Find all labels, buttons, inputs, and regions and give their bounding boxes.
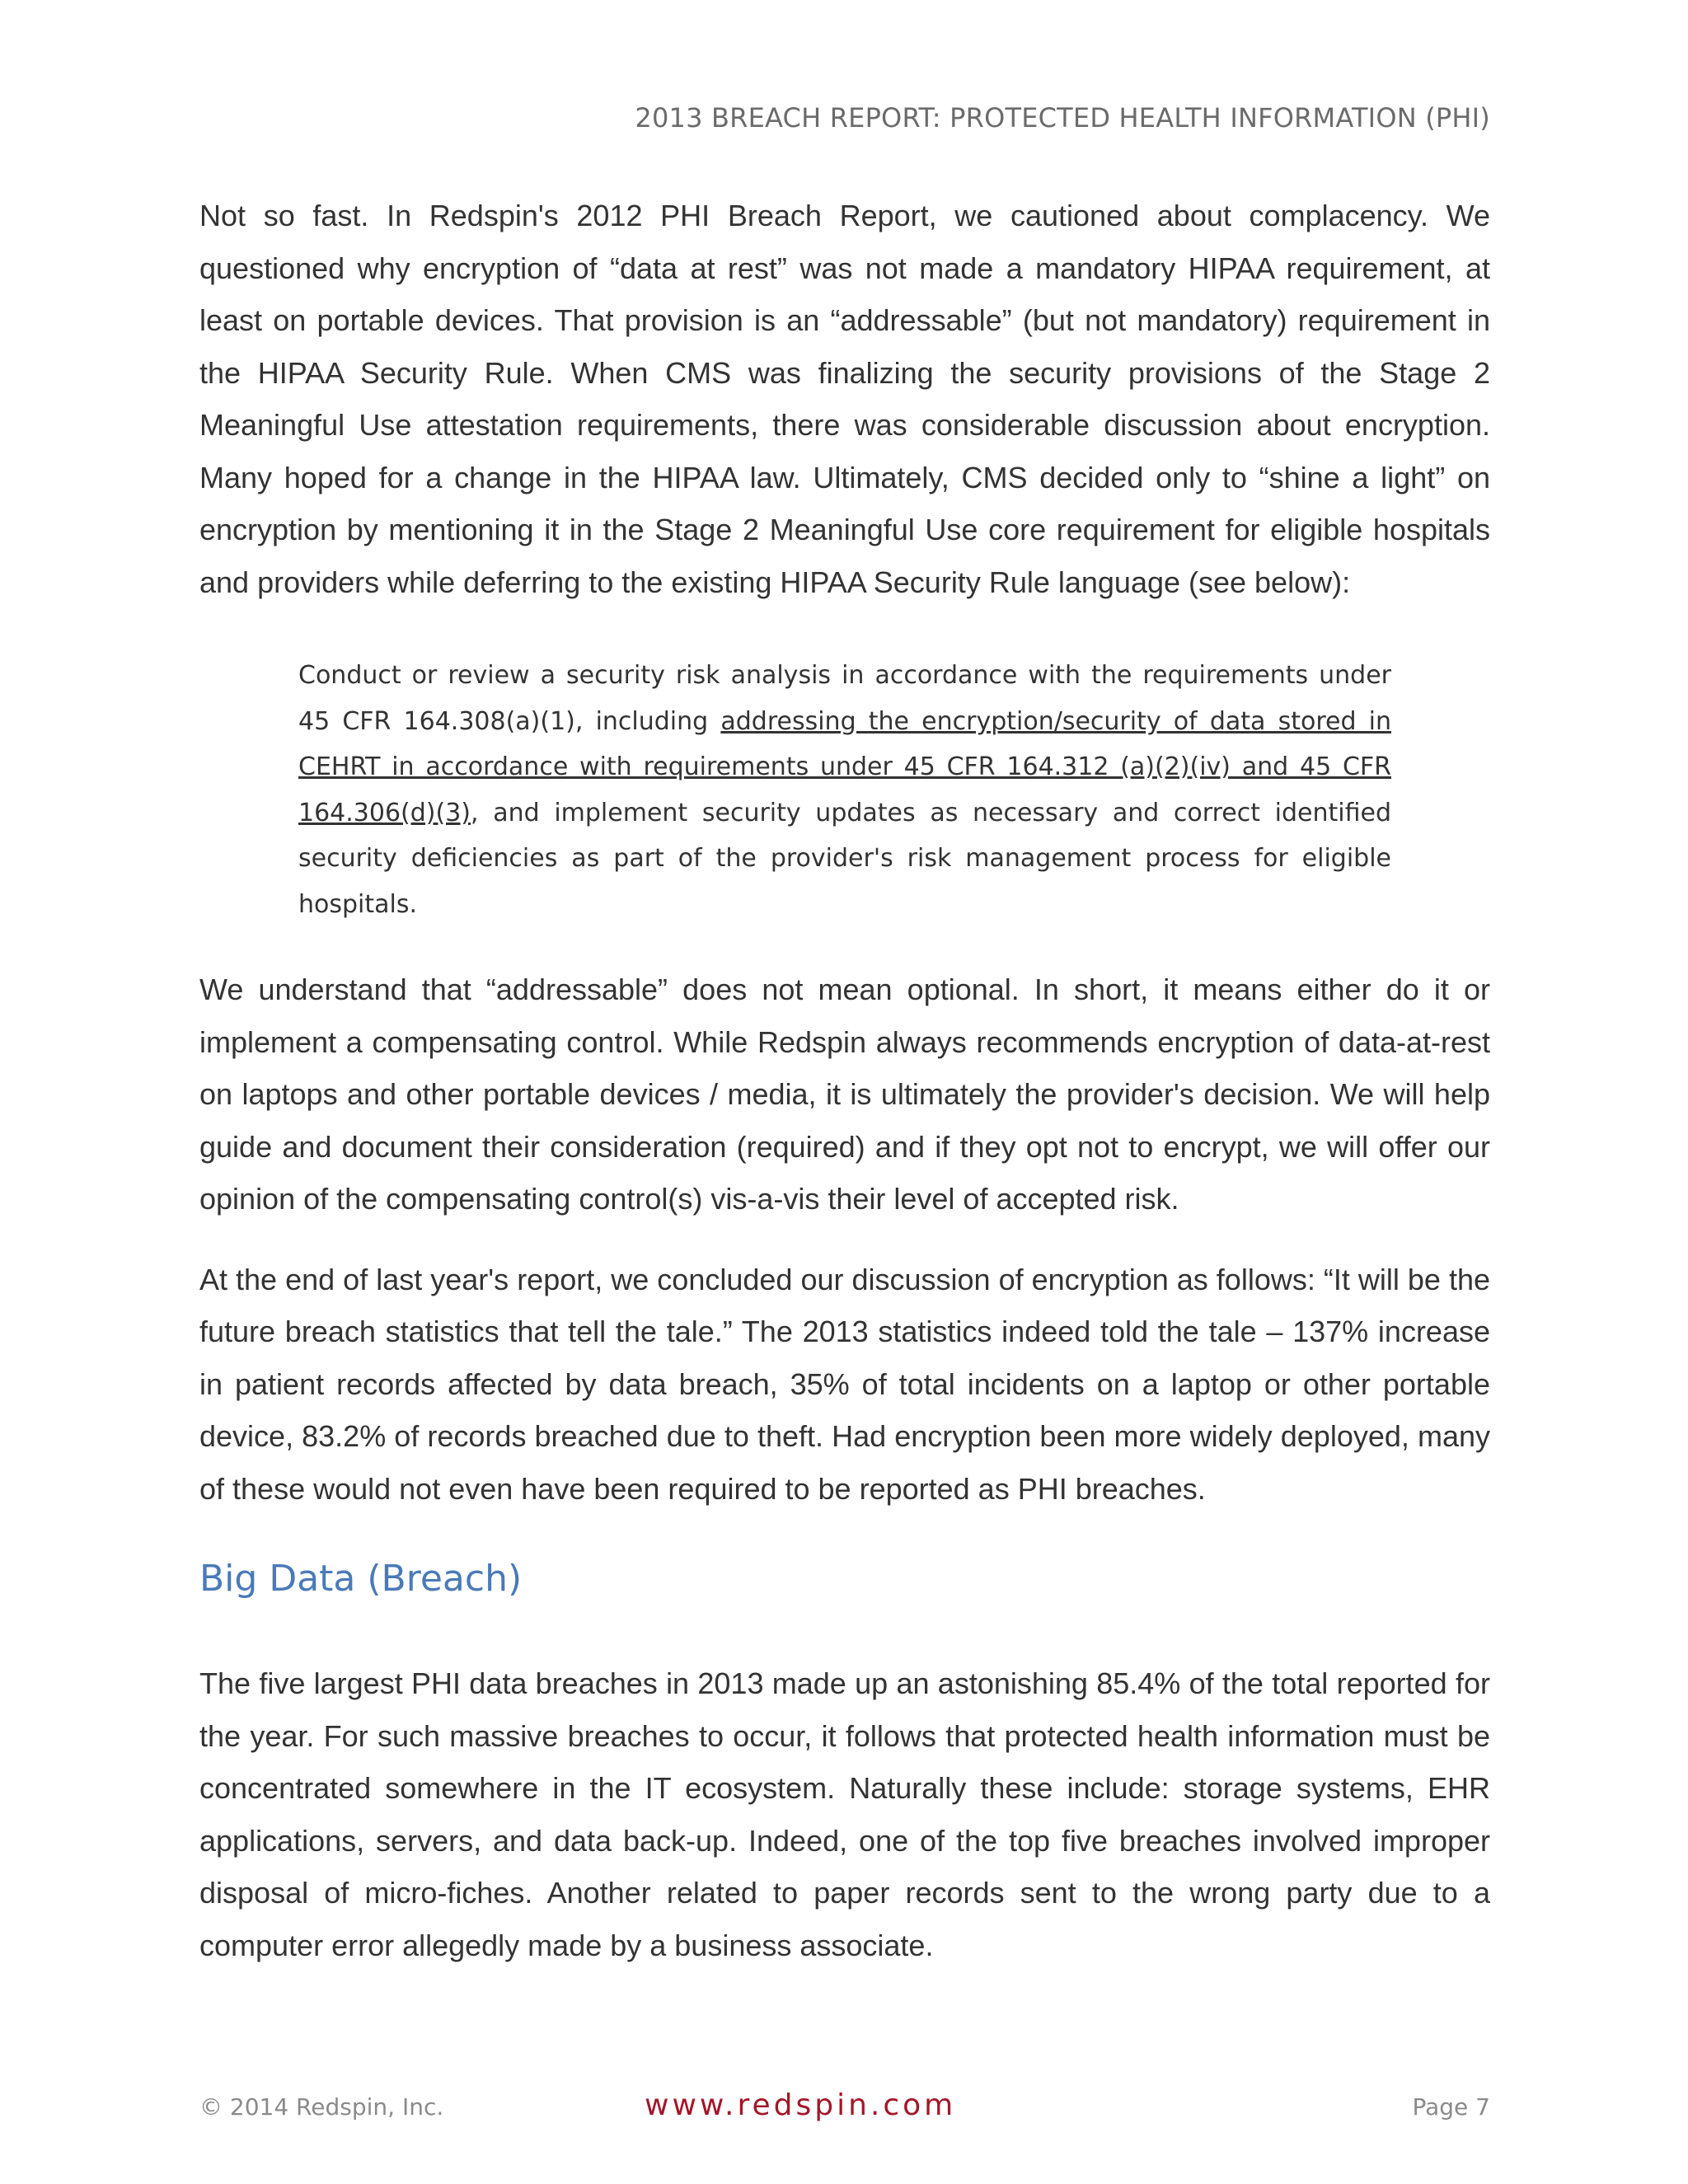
running-header: 2013 BREACH REPORT: PROTECTED HEALTH INFORMATION (PHI) bbox=[635, 102, 1490, 134]
copyright-notice: © 2014 Redspin, Inc. bbox=[199, 2093, 444, 2121]
paragraph-encryption-intro: Not so fast. In Redspin's 2012 PHI Breach Report, we cautioned about complacency. We questioned why encryption of “data at rest” was not made a mandatory HIPAA requirement, at least on portable devices. That provision is an “addressable” (but not mandatory) requirement in the HIPAA Security Rule. When CMS was finalizing the security provisions of the Stage 2 Meaningful Use attestation requirements, there was considerable discussion about encryption. Many hoped for a change in the HIPAA law. Ultimately, CMS decided only to “shine a light” on encryption by mentioning it in the Stage 2 Meaningful Use core requirement for eligible hospitals and providers while deferring to the existing HIPAA Security Rule language (see below): bbox=[199, 199, 1490, 599]
website-link[interactable]: www.redspin.com bbox=[645, 2088, 957, 2122]
quote-text-start: Conduct or review a security risk analysis in accordance with the requirements under 45 CFR 164.308(a)(1), including bbox=[298, 661, 1391, 736]
cms-requirement-quote bbox=[298, 653, 1391, 927]
paragraph-breach-statistics: At the end of last year's report, we concluded our discussion of encryption as follows: “It will be the future breach statistics that tell the tale.” The 2013 statistics indeed told the tale – 137% increase in patient records affected by data breach, 35% of total incidents on a laptop or other portable device, 83.2% of records breached due to theft. Had encryption been more widely deployed, many of these would not even have been required to be reported as PHI breaches. bbox=[199, 1262, 1490, 1506]
quote-text-end: , and implement security updates as necessary and correct identified security deficiencies as part of the provider's risk management process for eligible hospitals. bbox=[298, 798, 1391, 919]
quote-underlined-text: addressing the encryption/security of data stored in CEHRT in accordance with requirements under 45 CFR 164.312 (a)(2)(iv) and 45 CFR 164.306(d)(3) bbox=[298, 706, 1391, 827]
paragraph-largest-breaches: The five largest PHI data breaches in 2013 made up an astonishing 85.4% of the total reported for the year. For such massive breaches to occur, it follows that protected health information must be concentrated somewhere in the IT ecosystem. Naturally these include: storage systems, EHR applications, servers, and data back-up. Indeed, one of the top five breaches involved improper disposal of micro-fiches. Another related to paper records sent to the wrong party due to a computer error allegedly made by a business associate. bbox=[199, 1666, 1490, 1962]
page-footer bbox=[199, 2088, 1490, 2128]
document-body bbox=[199, 190, 1490, 1971]
page-number: Page 7 bbox=[1412, 2093, 1490, 2121]
paragraph-addressable: We understand that “addressable” does not mean optional. In short, it means either do it or implement a compensating control. While Redspin always recommends encryption of data-at-rest on laptops and other portable devices / media, it is ultimately the provider's decision. We will help guide and document their consideration (required) and if they opt not to encrypt, we will offer our opinion of the compensating control(s) vis-a-vis their level of accepted risk. bbox=[199, 972, 1490, 1216]
section-heading-big-data: Big Data (Breach) bbox=[199, 1558, 523, 1600]
